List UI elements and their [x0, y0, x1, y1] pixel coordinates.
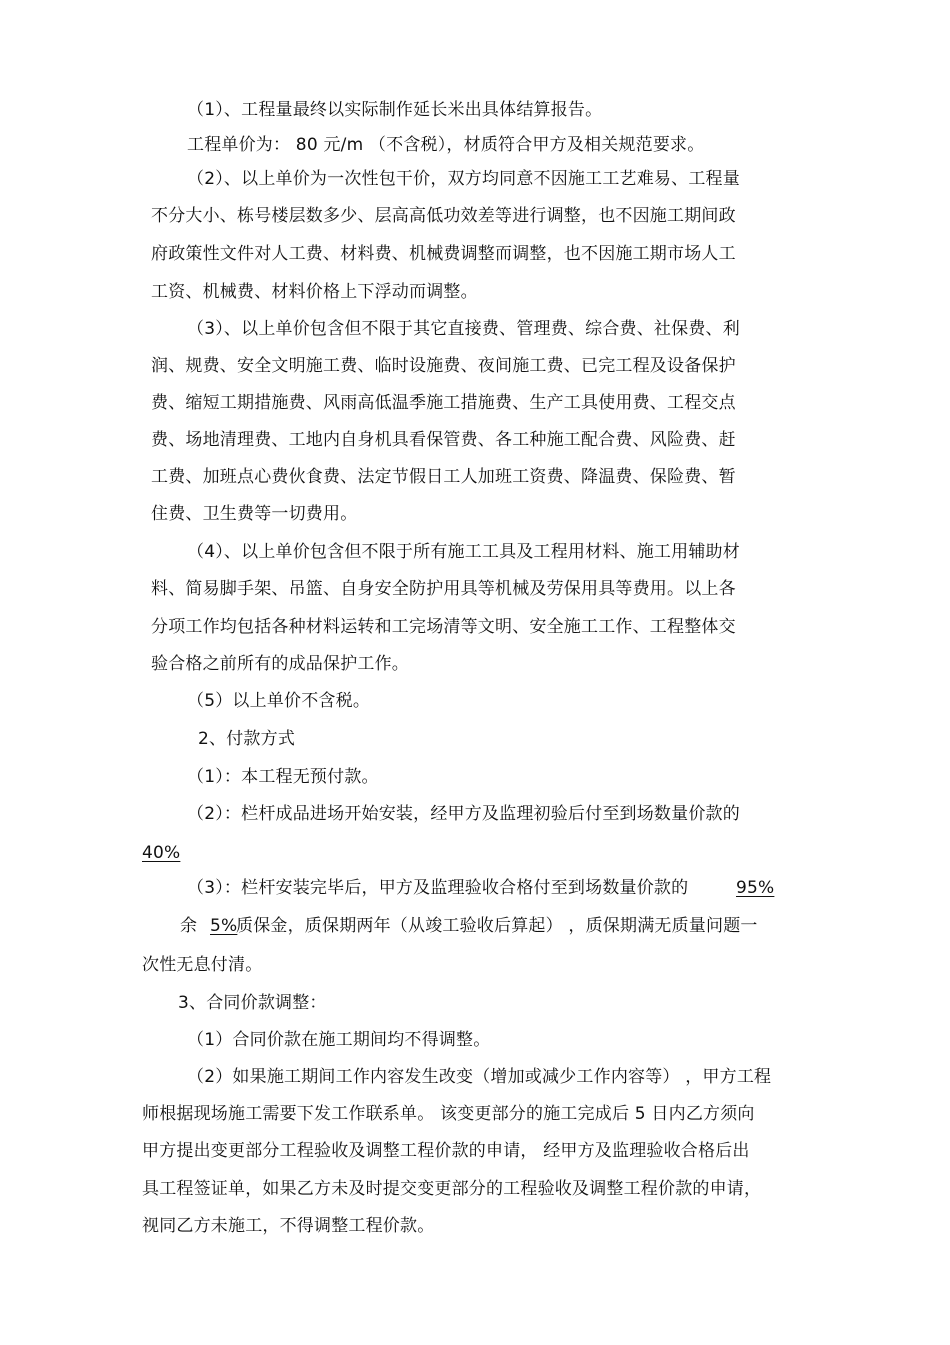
text-line-14: 料、简易脚手架、吊篮、自身安全防护用具等机械及劳保用具等费用。以上各 [151, 579, 736, 599]
text-line-22: （3）：栏杆安装完毕后，甲方及监理验收合格付至到场数量价款的 [187, 878, 689, 898]
text-line-19: （1）：本工程无预付款。 [187, 767, 379, 787]
text-line-2: 工程单价为： 80 元/m （不含税），材质符合甲方及相关规范要求。 [187, 135, 705, 155]
section-heading-2: 2、付款方式 [198, 729, 296, 749]
text-line-15: 分项工作均包括各种材料运转和工完场清等文明、安全施工工作、工程整体交 [151, 617, 736, 637]
text-line-20: （2）：栏杆成品进场开始安装，经甲方及监理初验后付至到场数量价款的 [187, 804, 740, 824]
text-line-7: （3）、以上单价包含但不限于其它直接费、管理费、综合费、社保费、利 [187, 319, 740, 339]
text-line-32: 视同乙方未施工，不得调整工程价款。 [142, 1216, 435, 1236]
text-line-3: （2）、以上单价为一次性包干价，双方均同意不因施工工艺难易、工程量 [187, 169, 740, 189]
text-line-6: 工资、机械费、材料价格上下浮动而调整。 [151, 282, 478, 302]
underlined-value-5: 5% [210, 916, 238, 936]
text-line-24b: 质保金，质保期两年（从竣工验收后算起） ，质保期满无质量问题一 [236, 916, 758, 936]
text-line-8: 润、规费、安全文明施工费、临时设施费、夜间施工费、已完工程及设备保护 [151, 356, 736, 376]
text-line-1: （1）、工程量最终以实际制作延长米出具体结算报告。 [187, 100, 603, 120]
text-line-27: （1）合同价款在施工期间均不得调整。 [187, 1030, 491, 1050]
text-line-12: 住费、卫生费等一切费用。 [151, 504, 358, 524]
underlined-value-40: 40% [142, 843, 181, 863]
text-line-4: 不分大小、栋号楼层数多少、层高高低功效差等进行调整，也不因施工期间政 [151, 206, 736, 226]
text-line-13: （4）、以上单价包含但不限于所有施工工具及工程用材料、施工用辅助材 [187, 542, 740, 562]
text-line-29: 师根据现场施工需要下发工作联系单。 该变更部分的施工完成后 5 日内乙方须向 [142, 1104, 755, 1124]
text-line-25: 次性无息付清。 [142, 955, 263, 975]
underlined-value-95: 95% [736, 878, 775, 898]
text-line-16: 验合格之前所有的成品保护工作。 [151, 654, 409, 674]
text-line-11: 工费、加班点心费伙食费、法定节假日工人加班工资费、降温费、保险费、暂 [151, 467, 736, 487]
text-line-24a: 余 [180, 916, 198, 936]
section-heading-3: 3、合同价款调整： [178, 993, 327, 1013]
text-line-28: （2）如果施工期间工作内容发生改变（增加或减少工作内容等） ，甲方工程 [187, 1067, 772, 1087]
text-line-17: （5）以上单价不含税。 [187, 691, 371, 711]
text-line-9: 费、缩短工期措施费、风雨高低温季施工措施费、生产工具使用费、工程交点 [151, 393, 736, 413]
text-line-5: 府政策性文件对人工费、材料费、机械费调整而调整，也不因施工期市场人工 [151, 244, 736, 264]
text-line-31: 具工程签证单，如果乙方未及时提交变更部分的工程验收及调整工程价款的申请， [142, 1179, 762, 1199]
text-line-10: 费、场地清理费、工地内自身机具看保管费、各工种施工配合费、风险费、赶 [151, 430, 736, 450]
text-line-30: 甲方提出变更部分工程验收及调整工程价款的申请， 经甲方及监理验收合格后出 [142, 1141, 750, 1161]
